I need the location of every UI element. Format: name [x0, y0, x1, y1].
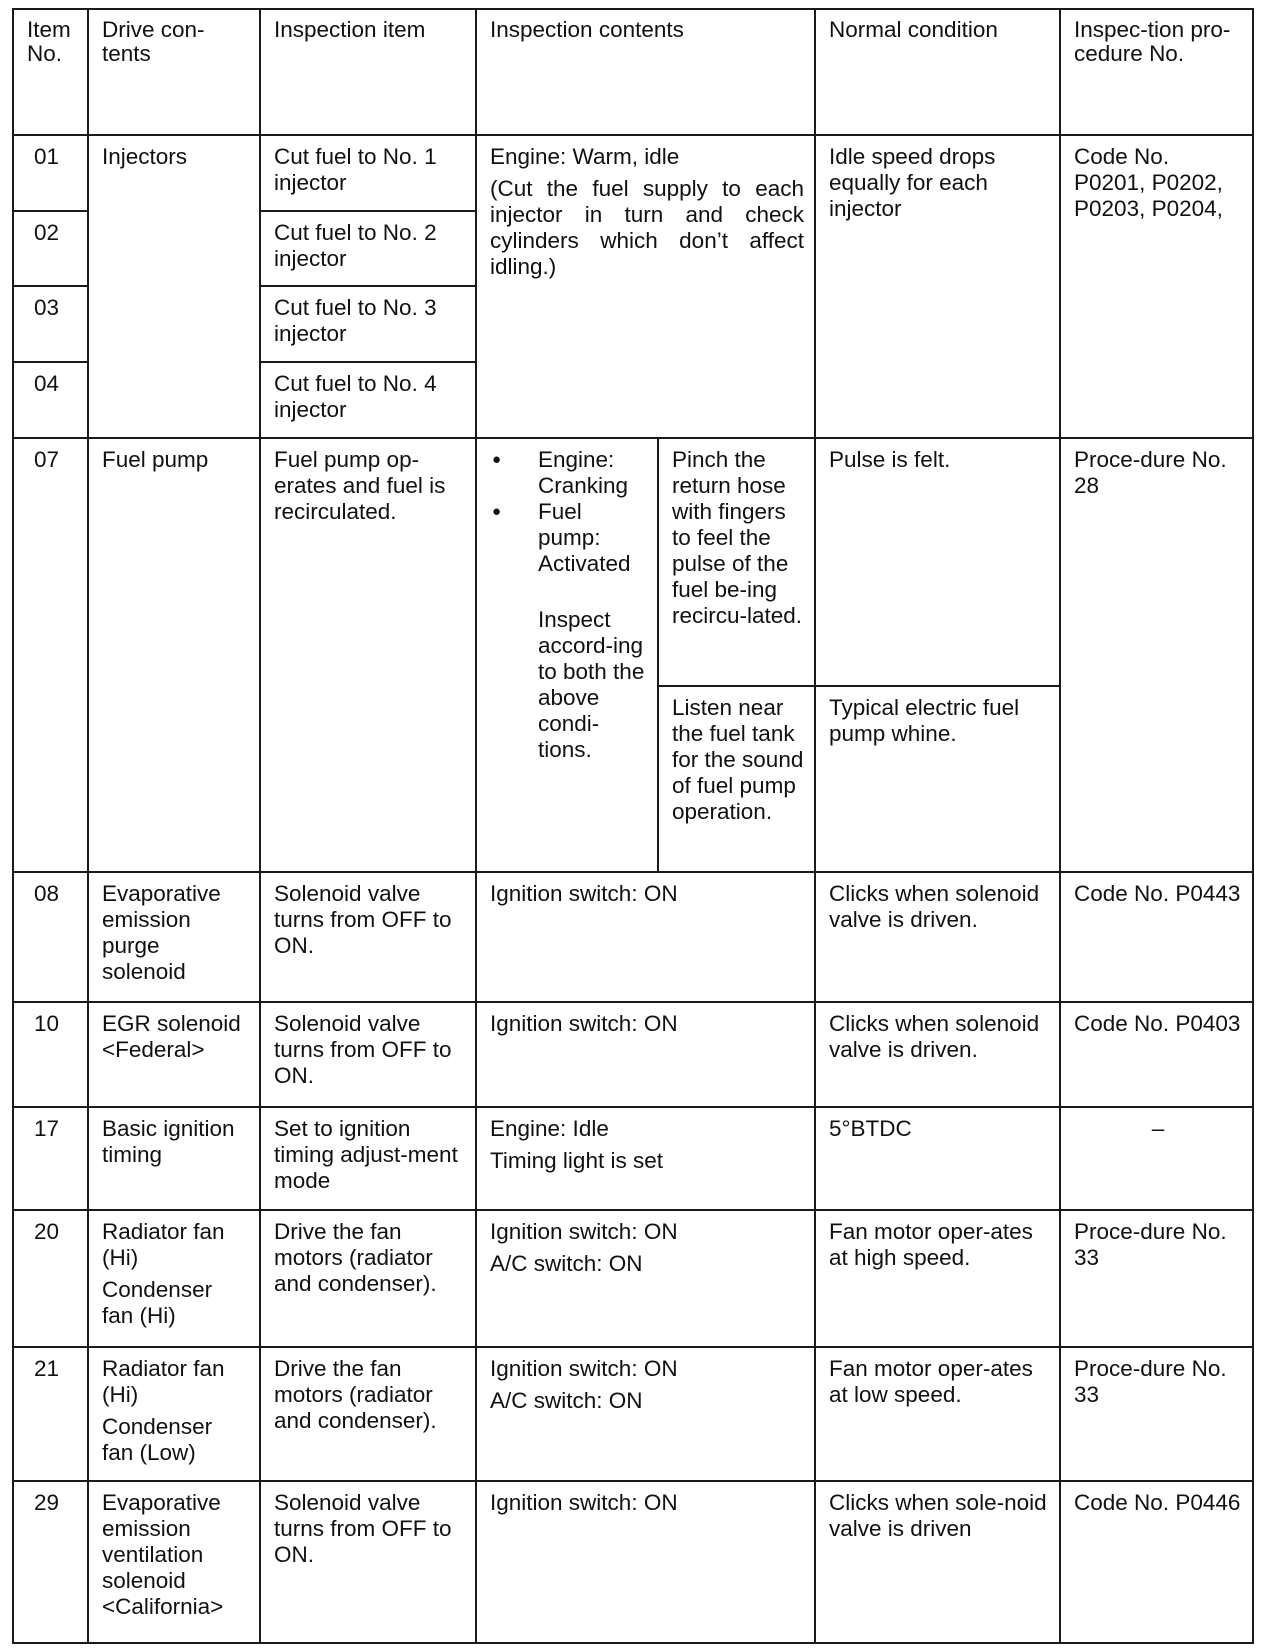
drive-line: Radiator fan (Hi)	[102, 1355, 225, 1407]
drive-contents-cell: Evaporative emission ventilation solenoid <California>	[88, 1481, 260, 1643]
header-inspection-contents: Inspection contents	[476, 9, 815, 135]
table-row	[13, 1481, 1253, 1643]
actuator-test-table	[12, 8, 1254, 1644]
drive-contents-cell: Injectors	[88, 135, 260, 438]
inspection-item-cell: Solenoid valve turns from OFF to ON.	[260, 1481, 476, 1643]
contents-line: A/C switch: ON	[490, 1387, 643, 1413]
table-row	[13, 1002, 1253, 1107]
drive-contents-cell: EGR solenoid <Federal>	[88, 1002, 260, 1107]
condition-note: Inspect accord-ing to both the above condi-tions.	[538, 606, 645, 762]
inspection-contents-cell	[476, 1107, 815, 1210]
item-no-cell: 02	[13, 211, 88, 287]
normal-condition-cell: Fan motor oper-ates at high speed.	[815, 1210, 1060, 1347]
item-no-cell: 20	[13, 1210, 88, 1347]
inspection-item-cell: Fuel pump op-erates and fuel is recirculated.	[260, 438, 476, 872]
condition-item: ● Engine: Cranking	[490, 447, 647, 499]
contents-line: A/C switch: ON	[490, 1251, 643, 1277]
condition-list	[490, 447, 647, 577]
normal-condition-cell: Pulse is felt.	[815, 438, 1060, 686]
item-no-cell: 17	[13, 1107, 88, 1210]
header-item-no: Item No.	[13, 9, 88, 135]
inspection-conditions-cell	[476, 438, 658, 872]
normal-condition-cell: Fan motor oper-ates at low speed.	[815, 1347, 1060, 1482]
item-no-cell: 29	[13, 1481, 88, 1643]
contents-line: Ignition switch: ON	[490, 880, 678, 906]
normal-condition-cell: Clicks when sole-noid valve is driven	[815, 1481, 1060, 1643]
header-inspection-item: Inspection item	[260, 9, 476, 135]
contents-line: Ignition switch: ON	[490, 1219, 678, 1245]
table-row	[13, 1210, 1253, 1347]
inspection-contents-cell	[476, 1210, 815, 1347]
contents-line: Engine: Warm, idle	[490, 144, 680, 170]
inspection-item-cell: Drive the fan motors (radiator and condenser).	[260, 1347, 476, 1482]
drive-contents-cell	[88, 1347, 260, 1482]
inspection-contents-cell	[476, 1347, 815, 1482]
procedure-no-cell: Code No. P0446	[1060, 1481, 1253, 1643]
contents-line: Engine: Idle	[490, 1116, 609, 1142]
header-row	[13, 9, 1253, 135]
drive-line: Condenser fan (Hi)	[102, 1277, 213, 1329]
procedure-no-cell: –	[1060, 1107, 1253, 1210]
contents-line: Ignition switch: ON	[490, 1490, 678, 1516]
procedure-no-cell: Code No. P0403	[1060, 1002, 1253, 1107]
inspection-contents-cell	[476, 135, 815, 438]
header-normal-condition: Normal condition	[815, 9, 1060, 135]
drive-contents-cell: Evaporative emission purge solenoid	[88, 872, 260, 1002]
contents-line: Ignition switch: ON	[490, 1010, 678, 1036]
drive-line: Radiator fan (Hi)	[102, 1219, 225, 1271]
inspection-item-cell: Set to ignition timing adjust-ment mode	[260, 1107, 476, 1210]
normal-condition-cell: 5°BTDC	[815, 1107, 1060, 1210]
table-row	[13, 438, 1253, 686]
procedure-no-cell: Code No. P0443	[1060, 872, 1253, 1002]
table-row	[13, 135, 1253, 211]
item-no-cell: 07	[13, 438, 88, 872]
condition-item: ● Fuel pump: Activated	[490, 499, 647, 577]
inspection-item-cell: Cut fuel to No. 4 injector	[260, 362, 476, 438]
normal-condition-cell: Typical electric fuel pump whine.	[815, 686, 1060, 872]
drive-line: Condenser fan (Low)	[102, 1413, 213, 1465]
table-row	[13, 1347, 1253, 1482]
drive-contents-cell: Fuel pump	[88, 438, 260, 872]
normal-condition-cell: Clicks when solenoid valve is driven.	[815, 872, 1060, 1002]
header-procedure-no: Inspec-tion pro-cedure No.	[1060, 9, 1253, 135]
inspection-contents-cell	[476, 872, 815, 1002]
table-row	[13, 1107, 1253, 1210]
procedure-no-cell: Code No. P0201, P0202, P0203, P0204,	[1060, 135, 1253, 438]
item-no-cell: 03	[13, 286, 88, 362]
item-no-cell: 08	[13, 872, 88, 1002]
drive-contents-cell: Basic ignition timing	[88, 1107, 260, 1210]
contents-line: Ignition switch: ON	[490, 1355, 678, 1381]
inspection-item-cell: Drive the fan motors (radiator and condenser).	[260, 1210, 476, 1347]
procedure-no-cell: Proce-dure No. 33	[1060, 1210, 1253, 1347]
contents-line: Timing light is set	[490, 1148, 663, 1174]
procedure-no-cell: Proce-dure No. 33	[1060, 1347, 1253, 1482]
inspection-contents-cell	[476, 1002, 815, 1107]
inspection-method-cell: Listen near the fuel tank for the sound of fuel pump operation.	[658, 686, 815, 872]
inspection-item-cell: Solenoid valve turns from OFF to ON.	[260, 872, 476, 1002]
item-no-cell: 21	[13, 1347, 88, 1482]
inspection-item-cell: Cut fuel to No. 2 injector	[260, 211, 476, 287]
inspection-item-cell: Cut fuel to No. 3 injector	[260, 286, 476, 362]
procedure-no-cell: Proce-dure No. 28	[1060, 438, 1253, 872]
normal-condition-cell: Idle speed drops equally for each injector	[815, 135, 1060, 438]
inspection-table-page	[12, 8, 1252, 1644]
inspection-method-cell: Pinch the return hose with fingers to feel the pulse of the fuel be-ing recircu-lated.	[658, 438, 815, 686]
inspection-item-cell: Solenoid valve turns from OFF to ON.	[260, 1002, 476, 1107]
item-no-cell: 01	[13, 135, 88, 211]
normal-condition-cell: Clicks when solenoid valve is driven.	[815, 1002, 1060, 1107]
drive-contents-cell	[88, 1210, 260, 1347]
inspection-item-cell: Cut fuel to No. 1 injector	[260, 135, 476, 211]
table-row	[13, 872, 1253, 1002]
contents-line: (Cut the fuel supply to each injector in turn and check cylinders which don’t affect idling.)	[490, 176, 805, 280]
item-no-cell: 10	[13, 1002, 88, 1107]
header-drive-contents: Drive con-tents	[88, 9, 260, 135]
inspection-contents-cell	[476, 1481, 815, 1643]
item-no-cell: 04	[13, 362, 88, 438]
